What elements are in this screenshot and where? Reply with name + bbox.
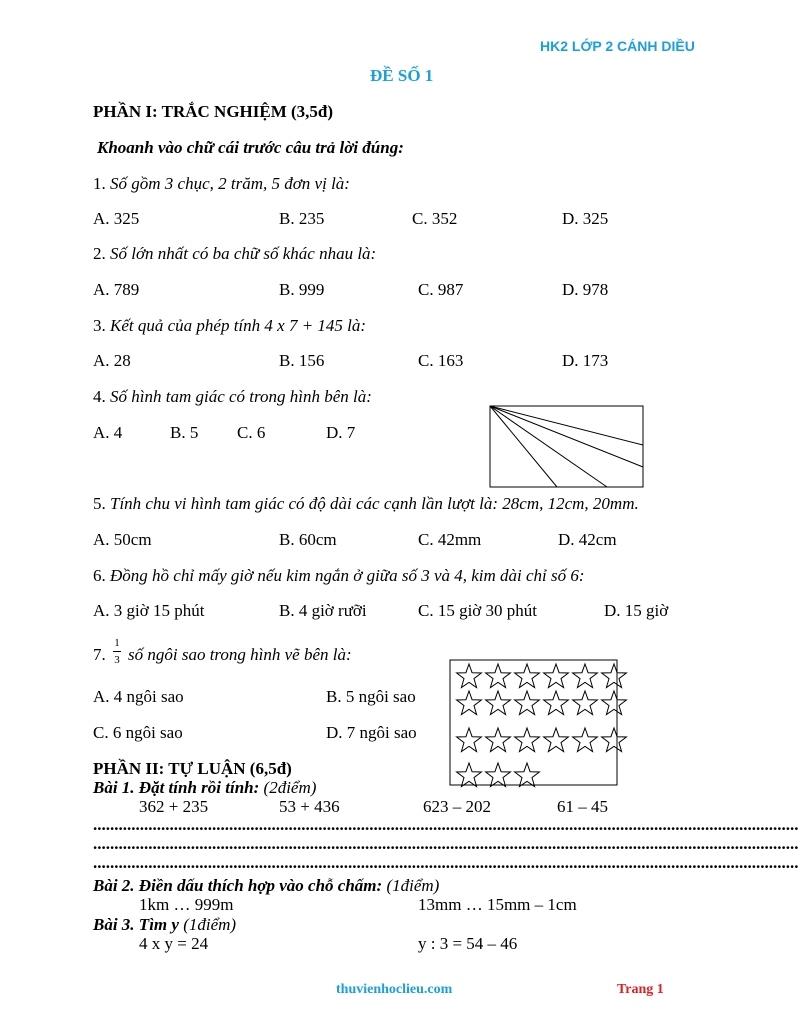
footer-site-link[interactable]: thuvienhoclieu.com: [336, 982, 453, 997]
option: D. 15 giờ: [604, 601, 669, 620]
question-number: 6.: [93, 566, 106, 585]
question-number: 4.: [93, 387, 106, 406]
question-1: [93, 174, 350, 194]
fraction-bar: [113, 651, 121, 652]
star-icon: [544, 728, 569, 752]
bai1-label: Bài 1. Đặt tính rồi tính:: [93, 778, 260, 797]
star-icon: [573, 691, 598, 715]
star-icon: [486, 763, 511, 787]
bai1-item: 362 + 235: [139, 797, 209, 816]
question-number: 3.: [93, 316, 106, 335]
part2-heading: PHẦN II: TỰ LUẬN (6,5đ): [93, 759, 292, 778]
bai2-label: Bài 2. Điền dấu thích hợp vào chỗ chấm:: [93, 876, 383, 895]
option: A. 28: [93, 351, 131, 370]
answer-dots-line: ......................................................................................................................................................................: [93, 834, 799, 853]
bai1-item: 623 – 202: [423, 797, 491, 816]
question-number: 1.: [93, 174, 106, 193]
option: C. 42mm: [418, 530, 482, 549]
star-icon: [457, 728, 482, 752]
question-7-number: 7.: [93, 645, 106, 664]
question-2: [93, 244, 376, 264]
option: A. 4 ngôi sao: [93, 687, 184, 706]
star-icon: [602, 664, 627, 688]
bai1-item: 61 – 45: [557, 797, 608, 816]
question-number: 5.: [93, 494, 106, 513]
bai3-label: Bài 3. Tìm y: [93, 915, 179, 934]
option: C. 6: [237, 423, 266, 442]
bai1-title: [93, 778, 316, 798]
bai2-title: [93, 876, 439, 896]
star-icon: [486, 728, 511, 752]
question-4: [93, 387, 372, 407]
star-icon: [457, 691, 482, 715]
option: D. 42cm: [558, 530, 617, 549]
star-figure: [449, 659, 619, 787]
fraction-denominator: 3: [114, 654, 120, 666]
bai1-item: 53 + 436: [279, 797, 340, 816]
fraction-numerator: 1: [114, 637, 120, 649]
series-label: HK2 LỚP 2 CÁNH DIỀU: [540, 38, 695, 54]
star-icon: [544, 691, 569, 715]
star-icon: [486, 691, 511, 715]
option: A. 4: [93, 423, 123, 442]
option: B. 4 giờ rưỡi: [279, 601, 367, 620]
option: B. 5 ngôi sao: [326, 687, 416, 706]
option: C. 163: [418, 351, 464, 370]
question-text: Số hình tam giác có trong hình bên là:: [110, 387, 372, 406]
star-icon: [457, 763, 482, 787]
question-text: Tính chu vi hình tam giác có độ dài các cạnh lần lượt là: 28cm, 12cm, 20mm.: [110, 494, 639, 513]
option: A. 3 giờ 15 phút: [93, 601, 205, 620]
star-icon: [602, 691, 627, 715]
option: C. 6 ngôi sao: [93, 723, 183, 742]
bai3-item: 4 x y = 24: [139, 934, 209, 953]
question-text: Kết quả của phép tính 4 x 7 + 145 là:: [110, 316, 367, 335]
option: A. 325: [93, 209, 140, 228]
exam-title: ĐỀ SỐ 1: [370, 66, 434, 85]
answer-dots-line: ......................................................................................................................................................................: [93, 815, 799, 834]
star-icon: [544, 664, 569, 688]
question-text: Số gồm 3 chục, 2 trăm, 5 đơn vị là:: [110, 174, 350, 193]
question-6: [93, 566, 585, 586]
star-icon: [573, 664, 598, 688]
star-icon: [486, 664, 511, 688]
option: D. 978: [562, 280, 609, 299]
option: D. 173: [562, 351, 609, 370]
question-3: [93, 316, 366, 336]
footer-page-number: Trang 1: [617, 982, 664, 997]
option: D. 7: [326, 423, 356, 442]
part1-instruction: Khoanh vào chữ cái trước câu trả lời đúng:: [97, 138, 404, 157]
option: B. 999: [279, 280, 325, 299]
bai3-points: (1điểm): [183, 915, 237, 934]
bai3-item: y : 3 = 54 – 46: [418, 934, 518, 953]
star-icon: [515, 728, 540, 752]
part1-heading: PHẦN I: TRẮC NGHIỆM (3,5đ): [93, 102, 334, 121]
option: C. 352: [412, 209, 458, 228]
bai2-item: 13mm … 15mm – 1cm: [418, 895, 577, 914]
bai1-points: (2điểm): [263, 778, 317, 797]
option: B. 60cm: [279, 530, 337, 549]
bai3-title: [93, 915, 236, 935]
triangle-figure: [489, 405, 645, 489]
answer-dots-line: ......................................................................................................................................................................: [93, 853, 799, 872]
question-text: Số lớn nhất có ba chữ số khác nhau là:: [110, 244, 377, 263]
star-icon: [573, 728, 598, 752]
option: B. 235: [279, 209, 325, 228]
question-7-text: số ngôi sao trong hình vẽ bên là:: [128, 645, 352, 664]
star-icon: [515, 664, 540, 688]
option: D. 325: [562, 209, 609, 228]
question-number: 2.: [93, 244, 106, 263]
bai2-points: (1điểm): [386, 876, 440, 895]
star-icon: [602, 728, 627, 752]
star-icon: [515, 691, 540, 715]
question-text: Đồng hồ chỉ mấy giờ nếu kim ngắn ở giữa số 3 và 4, kim dài chỉ số 6:: [110, 566, 585, 585]
option: D. 7 ngôi sao: [326, 723, 417, 742]
star-icon: [457, 664, 482, 688]
option: B. 5: [170, 423, 199, 442]
star-icon: [515, 763, 540, 787]
question-5: [93, 494, 639, 514]
bai2-item: 1km … 999m: [139, 895, 234, 914]
option: C. 987: [418, 280, 464, 299]
option: C. 15 giờ 30 phút: [418, 601, 538, 620]
option: B. 156: [279, 351, 325, 370]
option: A. 789: [93, 280, 140, 299]
option: A. 50cm: [93, 530, 152, 549]
